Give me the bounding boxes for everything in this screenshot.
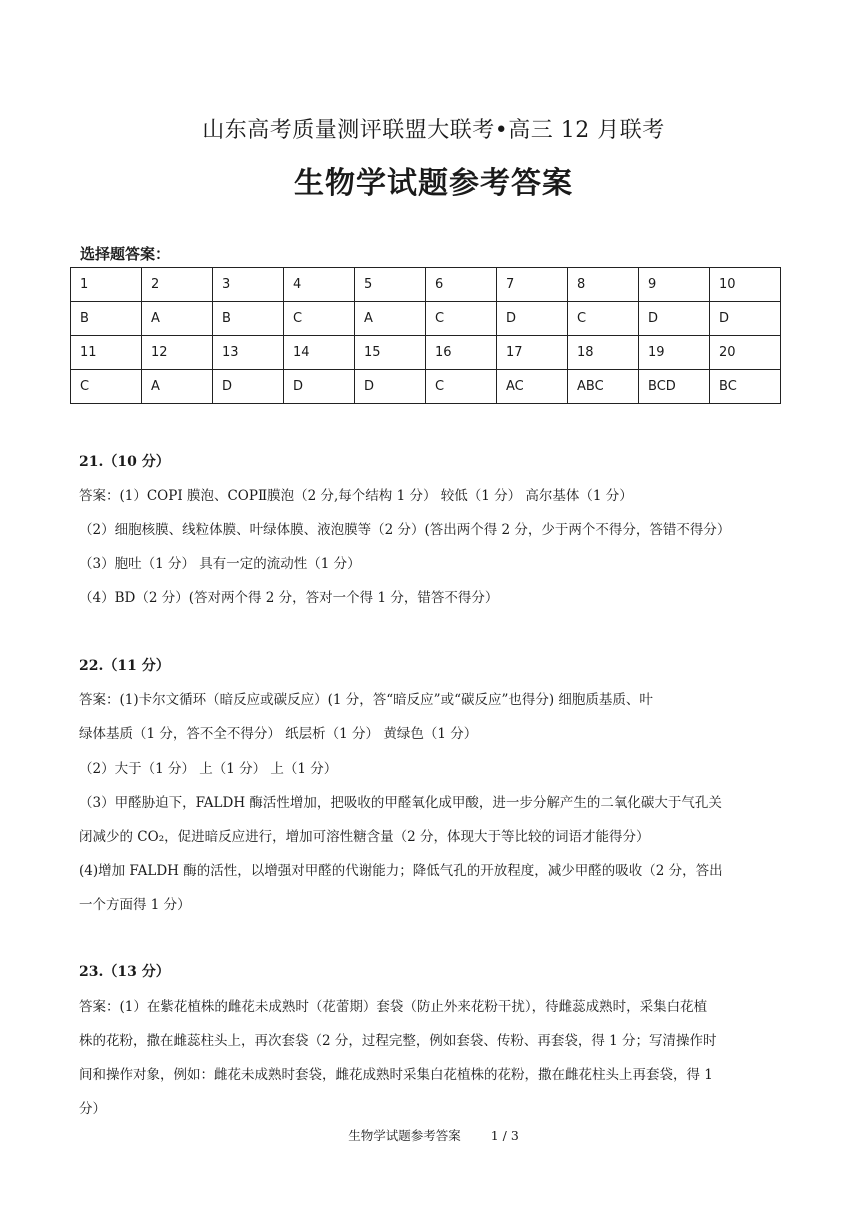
table-cell: B (71, 302, 142, 336)
answer-line: 一个方面得 1 分） (79, 897, 191, 913)
question-23-heading: 23.（13 分） (79, 964, 170, 980)
table-cell: 17 (497, 336, 568, 370)
table-cell: 3 (213, 268, 284, 302)
table-cell: 10 (710, 268, 781, 302)
table-cell: 6 (426, 268, 497, 302)
table-cell: 1 (71, 268, 142, 302)
table-row (71, 268, 781, 302)
answer-line: 答案：(1）在紫花植株的雌花未成熟时（花蕾期）套袋（防止外来花粉干扰），待雌蕊成熟时，采集白花植 (79, 999, 708, 1015)
answer-line: （4）BD（2 分）(答对两个得 2 分，答对一个得 1 分，错答不得分） (79, 590, 499, 606)
table-cell: BCD (639, 370, 710, 404)
table-cell: 7 (497, 268, 568, 302)
footer-doc-name: 生物学试题参考答案 (348, 1128, 461, 1143)
table-row (71, 302, 781, 336)
table-cell: 5 (355, 268, 426, 302)
question-21-heading: 21.（10 分） (79, 454, 170, 470)
table-cell: D (497, 302, 568, 336)
answer-line: 答案：(1）COPI 膜泡、COPⅡ膜泡（2 分,每个结构 1 分） 较低（1 分） 高尔基体（1 分） (79, 488, 633, 504)
table-cell: 19 (639, 336, 710, 370)
multiple-choice-label: 选择题答案： (80, 245, 171, 263)
table-cell: C (284, 302, 355, 336)
table-cell: 14 (284, 336, 355, 370)
answer-table (70, 267, 781, 404)
answer-line: 答案：(1)卡尔文循环（暗反应或碳反应）(1 分，答“暗反应”或“碳反应”也得分) 细胞质基质、叶 (79, 692, 653, 708)
answer-line: （3）甲醛胁迫下，FALDH 酶活性增加，把吸收的甲醛氧化成甲酸，进一步分解产生的二氧化碳大于气孔关 (79, 795, 722, 811)
table-row (71, 336, 781, 370)
table-cell: AC (497, 370, 568, 404)
table-cell: 4 (284, 268, 355, 302)
document-title: 生物学试题参考答案 (294, 166, 573, 201)
page-number: 1 / 3 (490, 1128, 519, 1143)
answer-line: (4)增加 FALDH 酶的活性，以增强对甲醛的代谢能力；降低气孔的开放程度，减少甲醛的吸收（2 分，答出 (79, 863, 723, 879)
answer-line: （2）大于（1 分） 上（1 分） 上（1 分） (79, 761, 338, 777)
answer-line: （2）细胞核膜、线粒体膜、叶绿体膜、液泡膜等（2 分）(答出两个得 2 分，少于两个不得分，答错不得分） (79, 522, 731, 538)
table-cell: 12 (142, 336, 213, 370)
table-cell: D (639, 302, 710, 336)
table-cell: 18 (568, 336, 639, 370)
table-cell: C (71, 370, 142, 404)
answer-line: 株的花粉，撒在雌蕊柱头上，再次套袋（2 分，过程完整，例如套袋、传粉、再套袋，得 1 分；写清操作时 (79, 1033, 717, 1049)
exam-title: 山东高考质量测评联盟大联考•高三 12 月联考 (202, 118, 665, 143)
table-cell: 8 (568, 268, 639, 302)
table-cell: D (710, 302, 781, 336)
page-footer (0, 1126, 867, 1144)
table-cell: 20 (710, 336, 781, 370)
table-cell: B (213, 302, 284, 336)
table-cell: A (142, 370, 213, 404)
answer-line: 闭减少的 CO₂，促进暗反应进行，增加可溶性糖含量（2 分，体现大于等比较的词语才能得分） (79, 829, 650, 845)
table-cell: 15 (355, 336, 426, 370)
answer-line: 间和操作对象，例如：雌花未成熟时套袋，雌花成熟时采集白花植株的花粉，撒在雌花柱头上再套袋，得 1 (79, 1067, 713, 1083)
table-cell: 11 (71, 336, 142, 370)
table-cell: 2 (142, 268, 213, 302)
table-cell: A (142, 302, 213, 336)
table-cell: D (355, 370, 426, 404)
table-cell: 9 (639, 268, 710, 302)
answer-line: 分） (79, 1101, 106, 1117)
answer-line: 绿体基质（1 分，答不全不得分） 纸层析（1 分） 黄绿色（1 分） (79, 726, 478, 742)
table-cell: 13 (213, 336, 284, 370)
table-cell: BC (710, 370, 781, 404)
table-cell: D (284, 370, 355, 404)
table-cell: C (568, 302, 639, 336)
table-cell: C (426, 302, 497, 336)
table-cell: C (426, 370, 497, 404)
table-cell: D (213, 370, 284, 404)
table-cell: A (355, 302, 426, 336)
table-cell: ABC (568, 370, 639, 404)
question-22-heading: 22.（11 分） (79, 658, 170, 674)
answer-line: （3）胞吐（1 分） 具有一定的流动性（1 分） (79, 556, 361, 572)
table-cell: 16 (426, 336, 497, 370)
table-row (71, 370, 781, 404)
